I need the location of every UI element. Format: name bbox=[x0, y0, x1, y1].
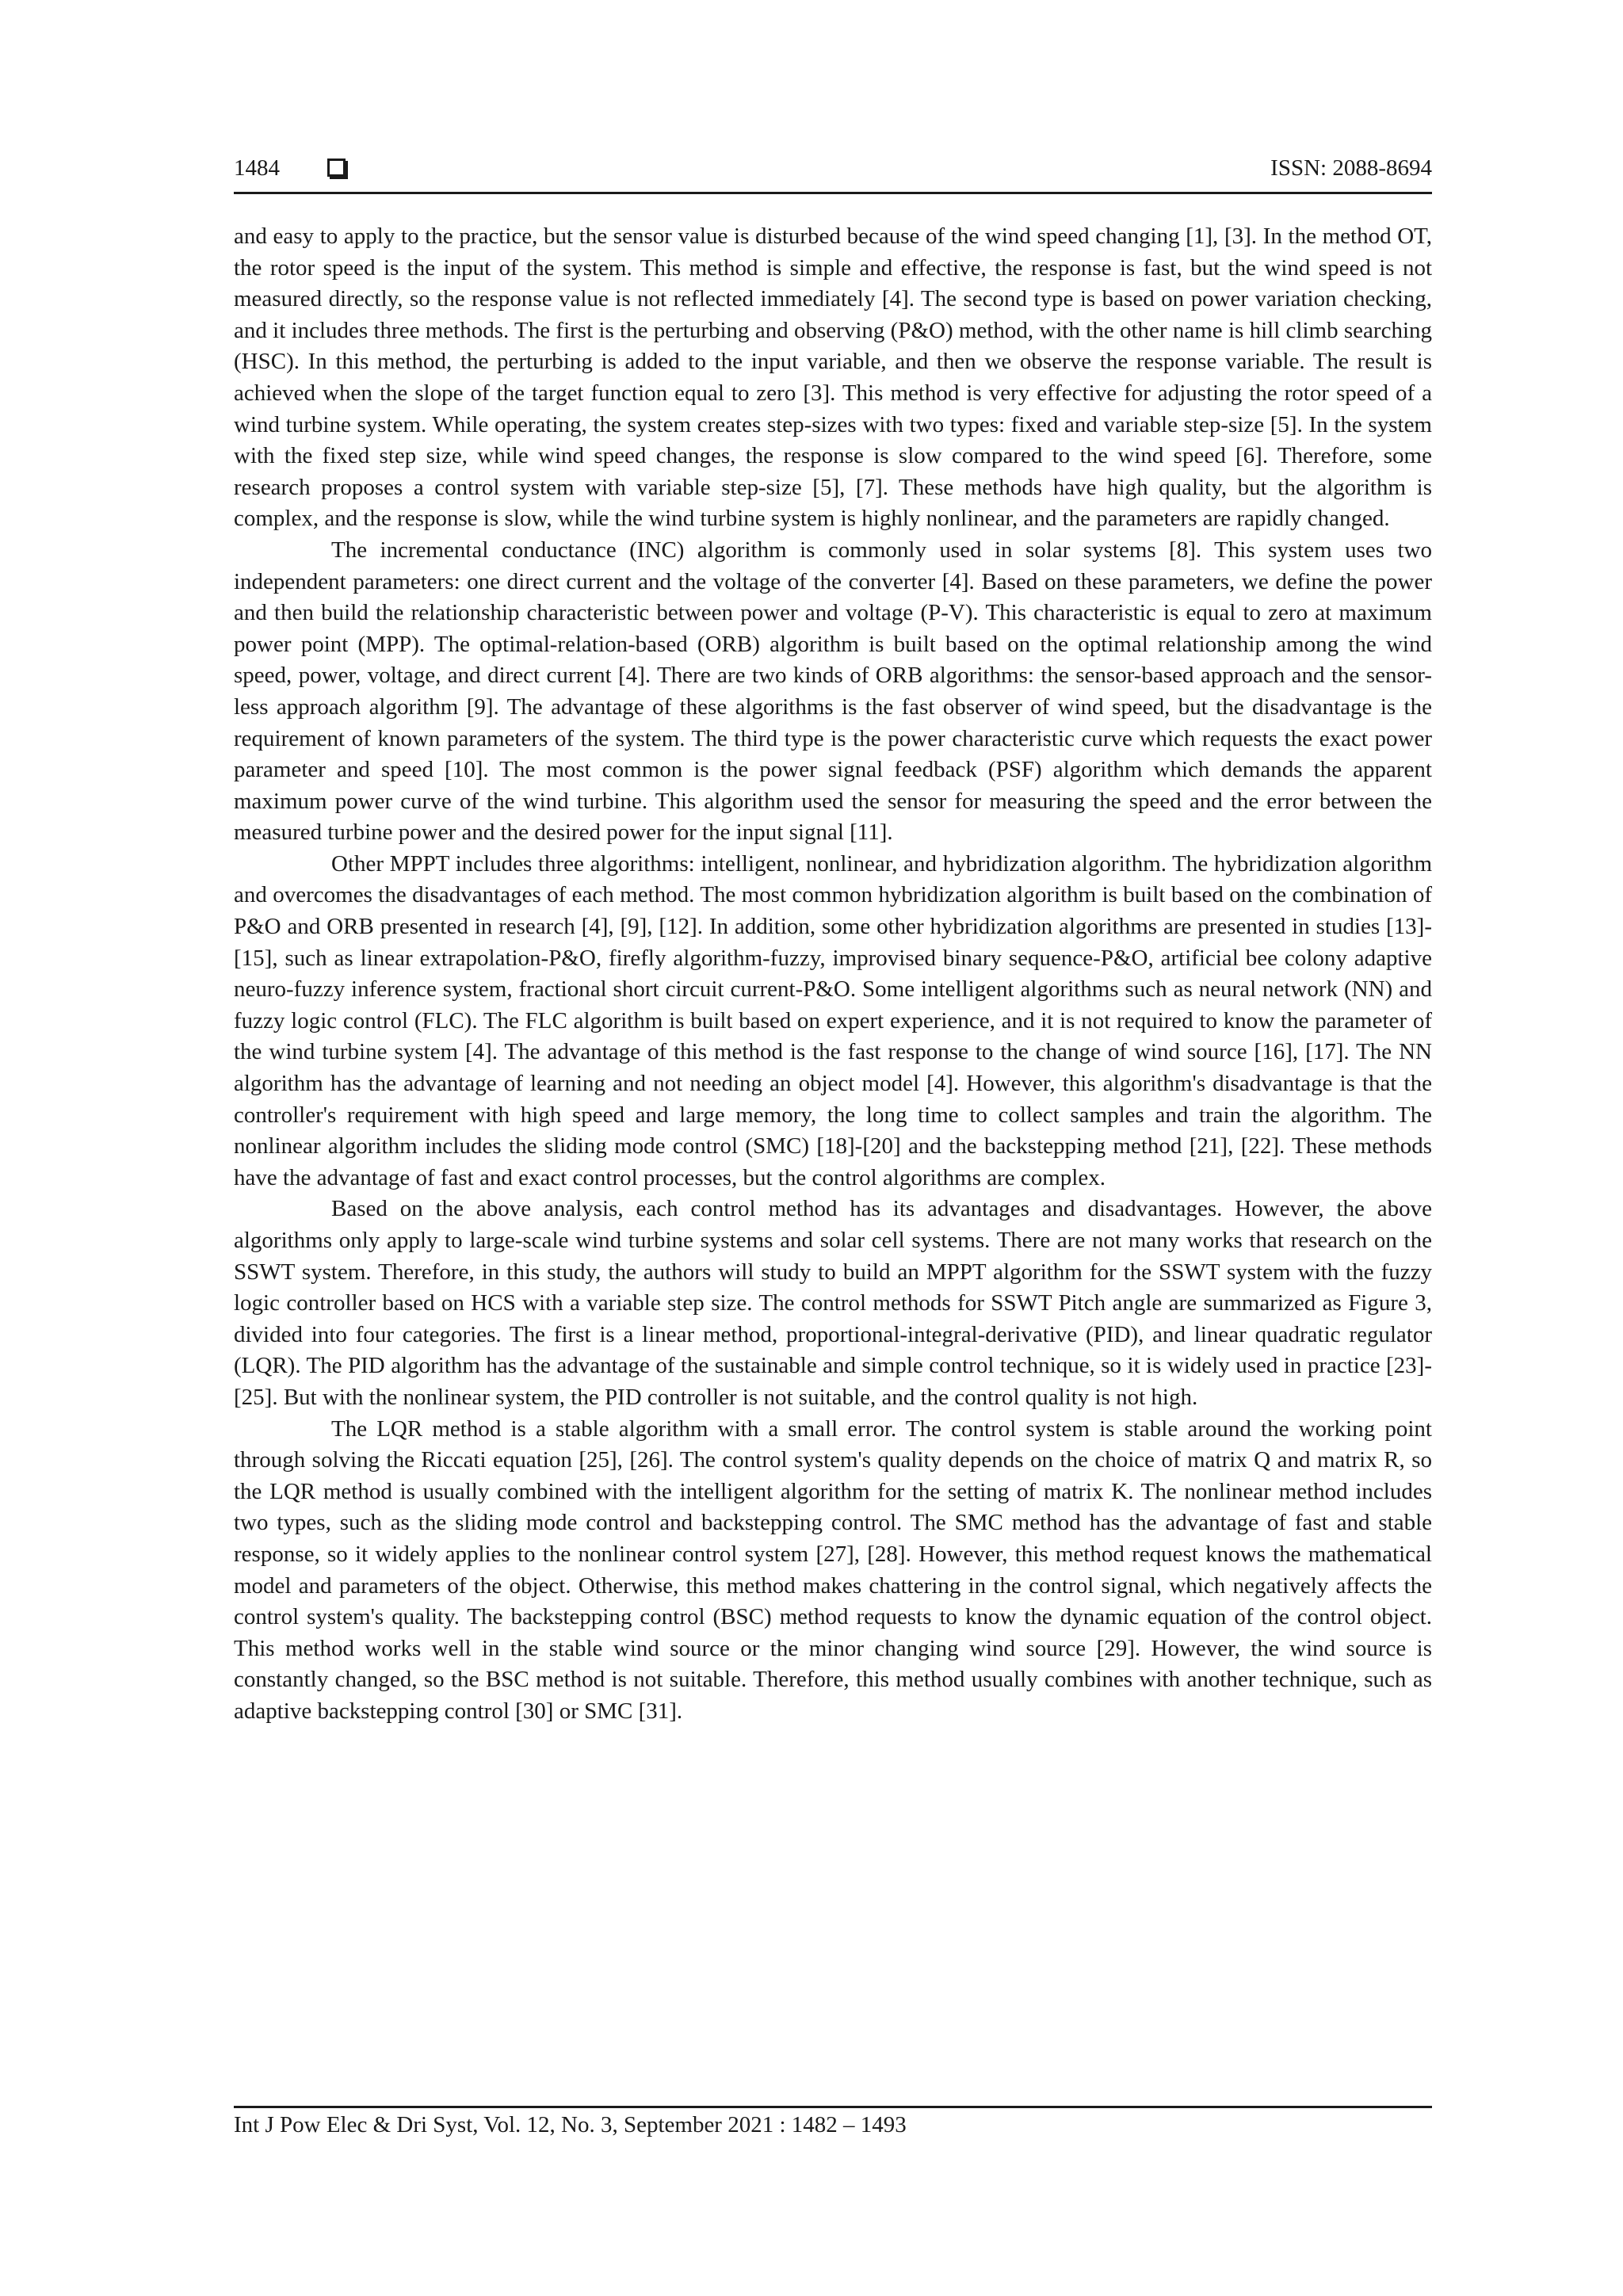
page-number: 1484 bbox=[234, 155, 280, 181]
issn-label: ISSN: 2088-8694 bbox=[1270, 155, 1432, 181]
checkbox-square-icon bbox=[327, 159, 346, 177]
paragraph: The incremental conductance (INC) algorithm is commonly used in solar systems [8]. This system uses two independent parameters: one direct current and the voltage of the converter [4]. Based on these parameters, we define the power and then build the relationship characteristic between power and voltage (P-V). This characteristic is equal to zero at maximum power point (MPP). The optimal-relation-based (ORB) algorithm is built based on the optimal relationship among the wind speed, power, voltage, and direct current [4]. There are two kinds of ORB algorithms: the sensor-based approach and the sensor-less approach algorithm [9]. The advantage of these algorithms is the fast observer of wind speed, but the disadvantage is the requirement of known parameters of the system. The third type is the power characteristic curve which requests the exact power parameter and speed [10]. The most common is the power signal feedback (PSF) algorithm which demands the apparent maximum power curve of the wind turbine. This algorithm used the sensor for measuring the speed and the error between the measured turbine power and the desired power for the input signal [11]. bbox=[234, 537, 1432, 846]
paragraph: Other MPPT includes three algorithms: intelligent, nonlinear, and hybridization algorithm. The hybridization algorithm and overcomes the disadvantages of each method. The most common hybridization algorithm is built based on the combination of P&O and ORB presented in research [4], [9], [12]. In addition, some other hybridization algorithms are presented in studies [13]-[15], such as linear extrapolation-P&O, firefly algorithm-fuzzy, improvised binary sequence-P&O, artificial bee colony adaptive neuro-fuzzy inference system, fractional short circuit current-P&O. Some intelligent algorithms such as neural network (NN) and fuzzy logic control (FLC). The FLC algorithm is built based on expert experience, and it is not required to know the parameter of the wind turbine system [4]. The advantage of this method is the fast response to the change of wind source [16], [17]. The NN algorithm has the advantage of learning and not needing an object model [4]. However, this algorithm's disadvantage is that the controller's requirement with high speed and large memory, the long time to collect samples and train the algorithm. The nonlinear algorithm includes the sliding mode control (SMC) [18]-[20] and the backstepping method [21], [22]. These methods have the advantage of fast and exact control processes, but the control algorithms are complex. bbox=[234, 850, 1432, 1190]
journal-citation: Int J Pow Elec & Dri Syst, Vol. 12, No. 3, September 2021 : 1482 – 1493 bbox=[234, 2112, 907, 2137]
article-body bbox=[234, 221, 1432, 1728]
page-header bbox=[234, 155, 1432, 193]
paragraph: Based on the above analysis, each control method has its advantages and disadvantages. However, the above algorithms only apply to large-scale wind turbine systems and solar cell systems. There are not many works that research on the SSWT system. Therefore, in this study, the authors will study to build an MPPT algorithm for the SSWT system with the fuzzy logic controller based on HCS with a variable step size. The control methods for SSWT Pitch angle are summarized as Figure 3, divided into four categories. The first is a linear method, proportional-integral-derivative (PID), and linear quadratic regulator (LQR). The PID algorithm has the advantage of the sustainable and simple control technique, so it is widely used in practice [23]-[25]. But with the nonlinear system, the PID controller is not suitable, and the control quality is not high. bbox=[234, 1196, 1432, 1410]
paragraph: The LQR method is a stable algorithm with a small error. The control system is stable around the working point through solving the Riccati equation [25], [26]. The control system's quality depends on the choice of matrix Q and matrix R, so the LQR method is usually combined with the intelligent algorithm for the setting of matrix K. The nonlinear method includes two types, such as the sliding mode control and backstepping control. The SMC method has the advantage of fast and stable response, so it widely applies to the nonlinear control system [27], [28]. However, this method request knows the mathematical model and parameters of the object. Otherwise, this method makes chattering in the control signal, which negatively affects the control system's quality. The backstepping control (BSC) method requests to know the dynamic equation of the control object. This method works well in the stable wind source or the minor changing wind source [29]. However, the wind source is constantly changed, so the BSC method is not suitable. Therefore, this method usually combines with another technique, such as adaptive backstepping control [30] or SMC [31]. bbox=[234, 1415, 1432, 1724]
header-rule bbox=[234, 192, 1432, 194]
paragraph: and easy to apply to the practice, but the sensor value is disturbed because of the wind speed changing [1], [3]. In the method OT, the rotor speed is the input of the system. This method is simple and effective, the response is fast, but the wind speed is not measured directly, so the response value is not reflected immediately [4]. The second type is based on power variation checking, and it includes three methods. The first is the perturbing and observing (P&O) method, with the other name is hill climb searching (HSC). In this method, the perturbing is added to the input variable, and then we observe the response variable. The result is achieved when the slope of the target function equal to zero [3]. This method is very effective for adjusting the rotor speed of a wind turbine system. While operating, the system creates step-sizes with two types: fixed and variable step-size [5]. In the system with the fixed step size, while wind speed changes, the response is slow compared to the wind speed [6]. Therefore, some research proposes a control system with variable step-size [5], [7]. These methods have high quality, but the algorithm is complex, and the response is slow, while the wind turbine system is highly nonlinear, and the parameters are rapidly changed. bbox=[234, 223, 1432, 532]
footer-rule bbox=[234, 2106, 1432, 2108]
